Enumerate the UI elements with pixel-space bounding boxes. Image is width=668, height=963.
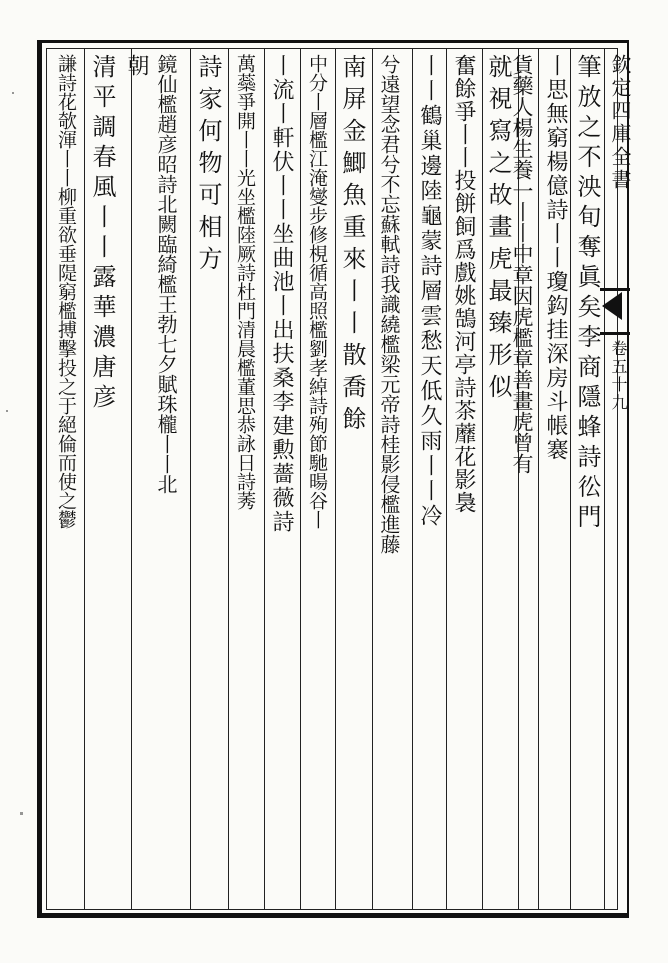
column-rule: [190, 48, 191, 910]
column-rule: [131, 48, 132, 910]
fishtail-mark: [602, 292, 622, 320]
text-column: 就視寫之故畫虎最臻形似: [484, 54, 512, 406]
text-column: 謙詩花欹渾丨丨柳重欲垂隄窮檻搏擊投之于絕倫而使之鬱: [55, 54, 77, 529]
scan-speck: [20, 812, 23, 815]
text-column: 丨流丨軒伏丨丨坐曲池丨出扶桑李建勲薔薇詩: [269, 54, 294, 534]
text-column: 詩家何物可相方: [194, 54, 222, 278]
margin-volume: 卷五十九: [609, 340, 628, 412]
text-column: 鏡仙檻趙彦昭詩北闕臨綺檻王勃七夕賦珠櫳丨丨北: [154, 54, 178, 494]
text-column: 丨思無窮楊億詩丨丨瓊鈎挂深房斗帳褰: [543, 54, 568, 462]
text-column: 清平調春風丨丨露華濃唐彦: [88, 54, 116, 414]
column-rule: [604, 48, 605, 910]
text-column: 萬蘂爭開丨丨光坐檻陸厥詩杜門清晨檻董思恭詠日詩莠: [234, 54, 256, 510]
text-column: 筆放之不泱旬奪眞矣李商隱蜂詩彸門: [573, 54, 601, 534]
scan-speck: [6, 410, 8, 412]
text-column: 中分丨層檻江淹燮步修梘循高照檻劉孝綽詩殉節馳暘谷丨: [306, 54, 328, 529]
text-column: 丨丨鶴巢邊陸龜蒙詩層雲愁天低久雨丨丨冷: [417, 54, 442, 529]
fishtail-rule: [600, 332, 630, 335]
text-column: 朝: [124, 54, 149, 80]
text-column: 貨藥人楊生養一丨丨中章因虎檻章善畫虎曾有: [510, 54, 534, 474]
margin-title: 欽定四庫全書: [608, 54, 632, 192]
text-column: 南屏金鯽魚重來丨丨散喬餘: [338, 54, 366, 438]
column-rule: [84, 48, 85, 910]
text-column: 奮餘爭丨丨投餅飼爲戲姚鵠河亭詩茶蘼花影裊: [451, 54, 476, 514]
scan-speck: [12, 92, 14, 94]
text-column: 兮遠望念君兮不忘蘇軾詩我識繞檻梁元帝詩桂影侵檻進藤: [377, 54, 401, 554]
fishtail-rule: [600, 288, 630, 291]
